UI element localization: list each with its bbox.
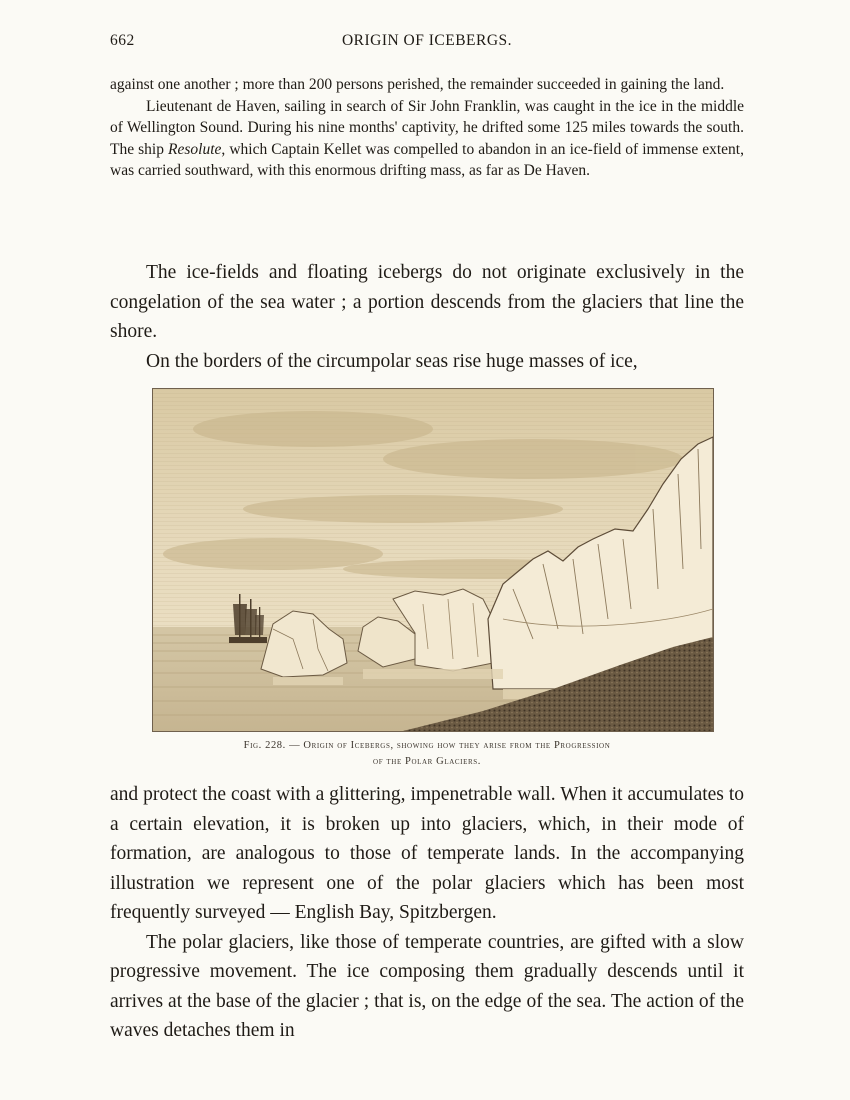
paragraph-3: The ice-fields and floating icebergs do not originate exclusively in the congelation of the sea water ; a portion descends from the glaciers that line the shore.	[110, 262, 744, 342]
running-head	[110, 32, 744, 56]
running-title: ORIGIN OF ICEBERGS.	[341, 32, 513, 49]
paragraph-6: The polar glaciers, like those of temperate countries, are gifted with a slow progressive movement. The ice composing them gradually descends until it arrives at the base of the glacier ; that is, on the edge of the sea. The action of the waves detaches them in	[110, 931, 744, 1041]
paragraph-2	[110, 96, 744, 182]
paragraph-4: On the borders of the circumpolar seas rise huge masses of ice,	[146, 350, 638, 372]
page-number: 662	[110, 32, 135, 49]
caption-line-2: of the Polar Glaciers.	[373, 756, 481, 767]
ship-name-italic: Resolute	[168, 140, 222, 158]
large-text-block-bottom	[110, 780, 744, 1046]
engraving-svg	[153, 389, 713, 731]
paragraph-2-text-b: , which Captain Kellet was compelled to abandon in an ice-field of immense extent, was carried southward, with this enormous drifting mass, as far as De Haven.	[110, 140, 744, 179]
paragraph-2-text-a: Lieutenant de Haven, sailing in search of Sir John Franklin, was caught in the ice in the middle of Wellington Sound. During his nine months' captivity, he drifted some 125 miles towards the south. The ship	[110, 97, 744, 158]
paragraph-5: and protect the coast with a glittering, impenetrable wall. When it accumulates to a certain elevation, it is broken up into glaciers, which, in their mode of formation, are analogous to those of temperate lands. In the accompanying illustration we represent one of the polar glaciers which has been most frequently surveyed — English Bay, Spitzbergen.	[110, 784, 744, 923]
caption-line-1: Fig. 228. — Origin of Icebergs, showing how they arise from the Progression	[243, 740, 611, 751]
paragraph-1: against one another ; more than 200 persons perished, the remainder succeeded in gaining the land.	[110, 76, 725, 93]
small-text-block	[110, 74, 744, 182]
large-text-block-top	[110, 258, 744, 376]
figure-caption	[110, 738, 744, 770]
engraving-illustration	[152, 388, 714, 732]
